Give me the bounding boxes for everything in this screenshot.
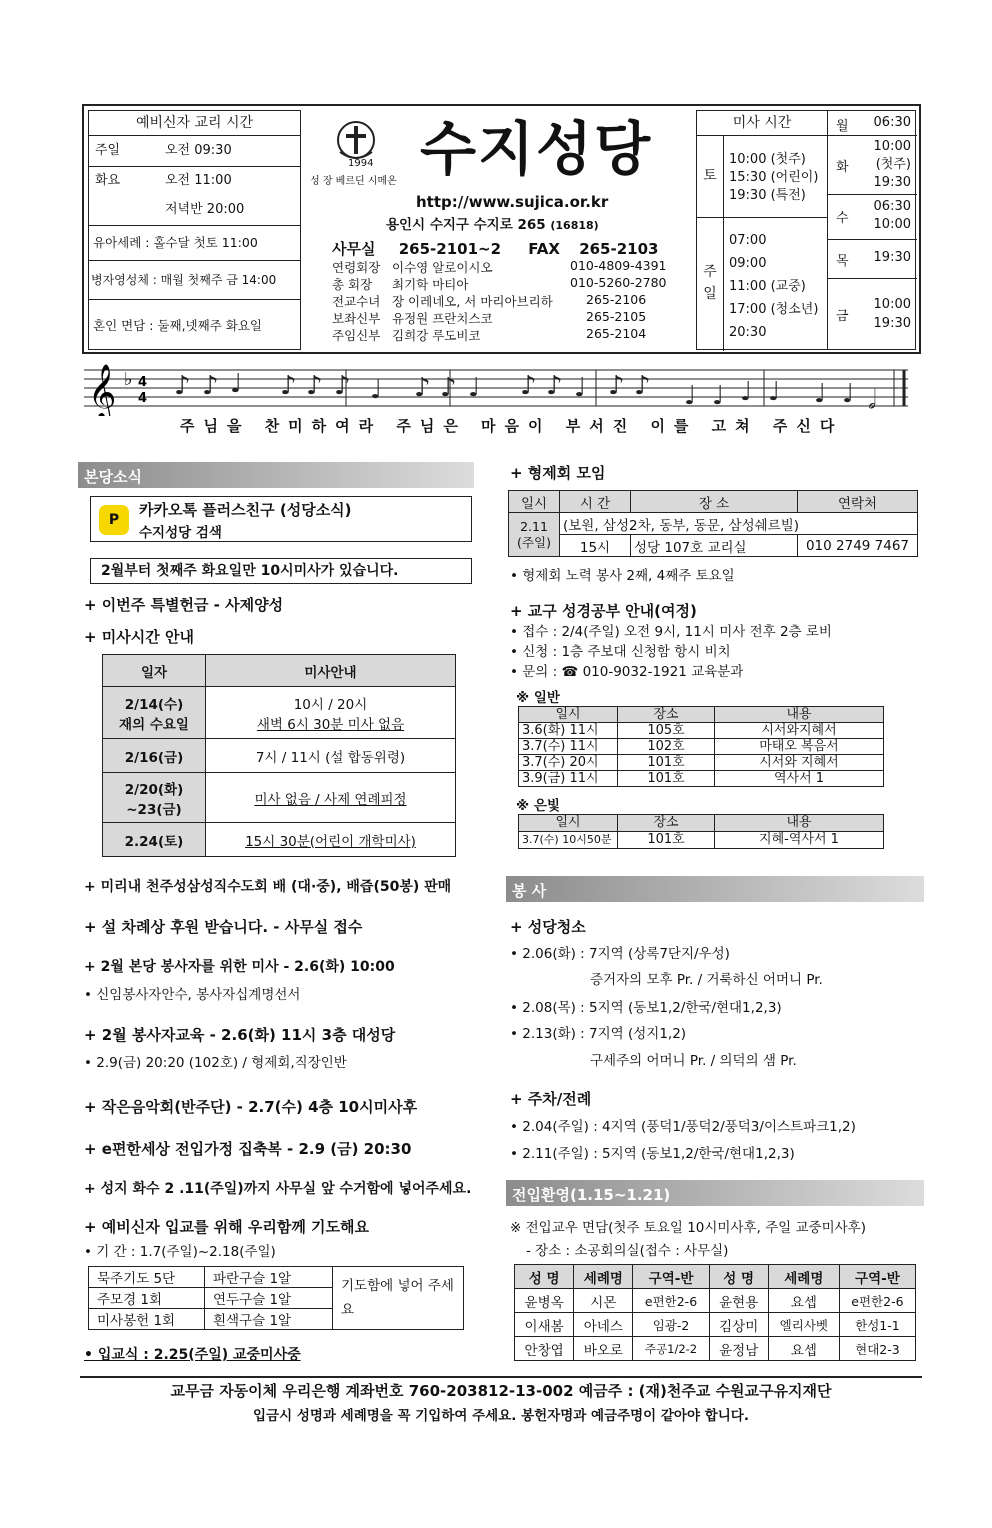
mass-title: 미사 시간 xyxy=(697,111,827,136)
table-row: 15시 성당 107호 교리실 010 2749 7467 xyxy=(509,535,918,557)
item-new-year-table: + 설 차례상 후원 받습니다. - 사무실 접수 xyxy=(84,918,363,936)
footer-line-1: 교무금 자동이체 우리은행 계좌번호 760-203812-13-002 예금주 : (재)천주교 수원교구유지재단 xyxy=(170,1382,832,1400)
parking-line-1: • 2.04(주일) : 4지역 (풍덕1/풍덕2/풍덕3/이스트파크1,2) xyxy=(510,1119,856,1135)
item-prayer-period: • 기 간 : 1.7(주일)~2.18(주일) xyxy=(84,1244,276,1260)
item-volunteer-mass-sub: • 신임봉사자안수, 봉사자십계명선서 xyxy=(84,987,301,1003)
cleaning-title: + 성당청소 xyxy=(510,918,586,936)
table-row: 2.11 (주일) (보원, 삼성2차, 동부, 동문, 삼성쉐르빌) xyxy=(509,513,918,535)
divider xyxy=(723,217,827,218)
mass-schedule-table xyxy=(102,654,456,857)
item-volunteer-education-sub: • 2.9(금) 20:20 (102호) / 형제회,직장인반 xyxy=(84,1055,347,1071)
table-row: 미사봉헌 1회 흰색구슬 1알 xyxy=(89,1309,464,1330)
parking-line-2: • 2.11(주일) : 5지역 (동보1,2/한국/현대1,2,3) xyxy=(510,1146,795,1162)
contact-row: 총 회장 최기학 마티아 010-5260-2780 xyxy=(332,275,667,292)
church-address: 용인시 수지구 수지로 265 (16818) xyxy=(386,217,599,233)
table-row: 3.7(수) 20시 101호 시서와 지혜서 xyxy=(519,755,884,771)
kakao-box[interactable] xyxy=(90,496,472,542)
table-row: 이새봄 아네스 임광-2 김상미 엘리사벳 한성1-1 xyxy=(515,1313,916,1337)
welcome-note-2: - 장소 : 소공회의실(접수 : 사무실) xyxy=(526,1243,729,1259)
silver-label: ※ 은빛 xyxy=(516,798,560,814)
svg-text:♪: ♪ xyxy=(202,371,219,401)
cleaning-line-5: 구세주의 어머니 Pr. / 의덕의 샘 Pr. xyxy=(590,1053,797,1069)
item-pear-sale: + 미리내 천주성삼성직수도회 배 (대·중), 배즙(50봉) 판매 xyxy=(84,879,452,895)
weekday-wed: 수 06:30 10:00 xyxy=(828,195,917,240)
table-header: 일시 시 간 장 소 연락처 xyxy=(509,491,918,513)
brothers-title: + 형제회 모임 xyxy=(510,464,606,482)
prayer-table xyxy=(88,1266,464,1330)
item-small-concert: + 작은음악회(반주단) - 2.7(수) 4층 10시미사후 xyxy=(84,1098,418,1116)
cleaning-line-2: 증거자의 모후 Pr. / 거룩하신 어머니 Pr. xyxy=(590,972,823,988)
item-palm-collection: + 성지 화수 2 .11(주일)까지 사무실 앞 수거함에 넣어주세요. xyxy=(84,1181,472,1197)
general-label: ※ 일반 xyxy=(516,690,560,706)
table-row: 2/14(수) 재의 수요일 10시 / 20시 새벽 6시 30분 미사 없음 xyxy=(103,687,456,739)
brothers-table xyxy=(508,490,918,557)
section-bar-service: 봉 사 xyxy=(506,876,924,902)
item-mass-schedule: + 미사시간 안내 xyxy=(84,628,194,646)
church-name: 수지성당 xyxy=(420,115,653,183)
svg-text:♩: ♩ xyxy=(814,379,827,409)
kakao-title: 카카오톡 플러스친구 (성당소식) xyxy=(139,501,352,519)
svg-text:𝅗𝅥: 𝅗𝅥 xyxy=(868,385,877,415)
section-bar-parish-news: 본당소식 xyxy=(78,462,474,488)
svg-text:♩: ♩ xyxy=(574,373,587,403)
svg-text:♩: ♩ xyxy=(740,377,753,407)
table-row: 3.7(수) 10시50분 101호 지혜-역사서 1 xyxy=(519,832,884,849)
sat-label: 토 xyxy=(697,135,724,218)
footer-line-2: 입금시 성명과 세례명을 꼭 기입하여 주세요. 봉헌자명과 예금주명이 같아야 합니다. xyxy=(253,1408,749,1424)
notice-box: 2월부터 첫째주 화요일만 10시미사가 있습니다. xyxy=(90,558,472,584)
catechism-row-2: 화요 오전 11:00 xyxy=(95,173,232,188)
logo-year: 1994 xyxy=(348,158,374,169)
svg-text:♭: ♭ xyxy=(124,369,133,390)
svg-text:♩: ♩ xyxy=(842,379,855,409)
catechism-row-1: 주일 오전 09:30 xyxy=(89,136,300,167)
item-volunteer-mass: + 2월 본당 봉사자를 위한 미사 - 2.6(화) 10:00 xyxy=(84,959,395,975)
table-row: 묵주기도 5단 파란구슬 1알 기도함에 넣어 주세요 xyxy=(89,1267,464,1288)
weekday-column xyxy=(827,111,917,350)
marriage-info: 혼인 면담 : 둘째,넷째주 화요일 xyxy=(93,318,262,333)
table-row: 3.9(금) 11시 101호 역사서 1 xyxy=(519,771,884,787)
music-staff xyxy=(84,360,910,416)
table-row: 3.7(수) 11시 102호 마태오 복음서 xyxy=(519,739,884,755)
footer-divider xyxy=(80,1376,922,1378)
contact-list xyxy=(332,258,692,343)
kakao-icon: P xyxy=(99,505,129,535)
catechism-box xyxy=(88,110,301,350)
svg-text:♪: ♪ xyxy=(546,371,563,401)
svg-text:♪: ♪ xyxy=(174,371,191,401)
bible-lines: • 접수 : 2/4(주일) 오전 9시, 11시 미사 전후 2층 로비 • 신청 : 1층 주보대 신청함 항시 비치 • 문의 : ☎ 010-9032-1921 교육분과 xyxy=(510,624,832,680)
item-catechumen-prayer: + 예비신자 입교를 위해 우리함께 기도해요 xyxy=(84,1218,370,1236)
church-url[interactable]: http://www.sujica.or.kr xyxy=(416,193,609,211)
music-lyrics: 주님을 찬미하여라 주님은 마음이 부서진 이를 고쳐 주신다 xyxy=(180,417,844,435)
cleaning-line-4: • 2.13(화) : 7지역 (성지1,2) xyxy=(510,1026,687,1042)
catechism-row-3: 저녁반 20:00 xyxy=(89,195,300,226)
table-header: 성 명 세례명 구역-반 성 명 세례명 구역-반 xyxy=(515,1265,916,1289)
svg-text:♪: ♪ xyxy=(334,371,351,401)
table-header: 일자 미사안내 xyxy=(103,655,456,687)
catechism-title: 예비신자 교리 시간 xyxy=(89,111,300,136)
welcome-table xyxy=(514,1264,916,1361)
weekday-mon: 월 06:30 xyxy=(828,111,917,136)
mass-time-box xyxy=(696,110,916,350)
table-header: 일시 장소 내용 xyxy=(519,815,884,832)
weekday-tue: 화 10:00 (첫주) 19:30 xyxy=(828,136,917,195)
sick-anointing-info: 병자영성체 : 매월 첫째주 금 14:00 xyxy=(89,261,300,300)
svg-text:4: 4 xyxy=(138,375,148,390)
table-row: 주모경 1회 연두구슬 1알 xyxy=(89,1288,464,1309)
contact-row: 주임신부 김희강 루도비코 265-2104 xyxy=(332,326,647,343)
general-table xyxy=(518,706,884,787)
welcome-note-1: ※ 전입교우 면담(첫주 토요일 10시미사후, 주일 교중미사후) xyxy=(510,1220,866,1236)
parking-title: + 주차/전례 xyxy=(510,1090,592,1108)
weekday-thu: 목 19:30 xyxy=(828,240,917,279)
logo-patron: 성 장 베르딘 시메온 xyxy=(310,176,397,187)
svg-text:♩: ♩ xyxy=(230,369,243,399)
item-volunteer-education: + 2월 봉사자교육 - 2.6(화) 11시 3층 대성당 xyxy=(84,1026,396,1044)
sun-times: 07:00 09:00 11:00 (교중) 17:00 (청소년) 20:30 xyxy=(729,233,819,340)
svg-text:♪: ♪ xyxy=(440,373,457,403)
weekday-fri: 금 10:00 19:30 xyxy=(836,297,911,331)
svg-text:♩: ♩ xyxy=(370,375,383,405)
svg-text:♪: ♪ xyxy=(414,373,431,403)
sat-times: 10:00 (첫주) 15:30 (어린이) 19:30 (특전) xyxy=(729,152,819,203)
contact-row: 전교수녀 장 이레네오, 서 마리아브리하 265-2106 xyxy=(332,292,647,309)
silver-table xyxy=(518,814,884,849)
item-special-offering: + 이번주 특별헌금 - 사제양성 xyxy=(84,596,284,614)
svg-text:♩: ♩ xyxy=(684,381,697,411)
svg-text:♪: ♪ xyxy=(608,371,625,401)
svg-text:♩: ♩ xyxy=(468,373,481,403)
baptism-info: 유아세례 : 홀수달 첫토 11:00 xyxy=(89,226,300,261)
item-house-blessing: + e편한세상 전입가정 집축복 - 2.9 (금) 20:30 xyxy=(84,1140,412,1158)
table-row: 윤병옥 시몬 e편한2-6 윤현용 요셉 e편한2-6 xyxy=(515,1289,916,1313)
svg-text:♪: ♪ xyxy=(280,371,297,401)
sun-label: 주 일 xyxy=(697,217,724,351)
svg-text:𝄞: 𝄞 xyxy=(88,364,117,416)
contact-row: 보좌신부 유정원 프란치스코 265-2105 xyxy=(332,309,647,326)
svg-text:♪: ♪ xyxy=(306,371,323,401)
table-row: 안창엽 바오로 주공1/2-2 윤정남 요셉 현대2-3 xyxy=(515,1337,916,1361)
kakao-sub: 수지성당 검색 xyxy=(139,525,222,541)
table-row: 2/16(금) 7시 / 11시 (설 합동위령) xyxy=(103,739,456,773)
office-line: 사무실 265-2101~2 FAX 265-2103 xyxy=(332,240,659,258)
bible-title: + 교구 성경공부 안내(여정) xyxy=(510,602,697,620)
table-row: 3.6(화) 11시 105호 시서와지혜서 xyxy=(519,723,884,739)
contact-row: 연령회장 이수영 알로이시오 010-4809-4391 xyxy=(332,258,667,275)
table-row: 2/20(화) ~23(금) 미사 없음 / 사제 연례피정 xyxy=(103,773,456,823)
entrance-ceremony: • 입교식 : 2.25(주일) 교중미사중 xyxy=(84,1347,301,1363)
svg-text:♩: ♩ xyxy=(712,381,725,411)
cleaning-line-3: • 2.08(목) : 5지역 (동보1,2/한국/현대1,2,3) xyxy=(510,1000,782,1016)
svg-text:♪: ♪ xyxy=(634,371,651,401)
table-row: 2.24(토) 15시 30분(어린이 개학미사) xyxy=(103,823,456,857)
svg-text:4: 4 xyxy=(138,391,148,406)
section-bar-welcome: 전입환영(1.15~1.21) xyxy=(506,1180,924,1206)
brothers-note: • 형제회 노력 봉사 2째, 4째주 토요일 xyxy=(510,568,735,584)
svg-text:♩: ♩ xyxy=(768,377,781,407)
music-notes-icon xyxy=(84,360,910,416)
cleaning-line-1: • 2.06(화) : 7지역 (상록7단지/우성) xyxy=(510,946,730,962)
table-header: 일시 장소 내용 xyxy=(519,707,884,723)
svg-text:♪: ♪ xyxy=(520,371,537,401)
